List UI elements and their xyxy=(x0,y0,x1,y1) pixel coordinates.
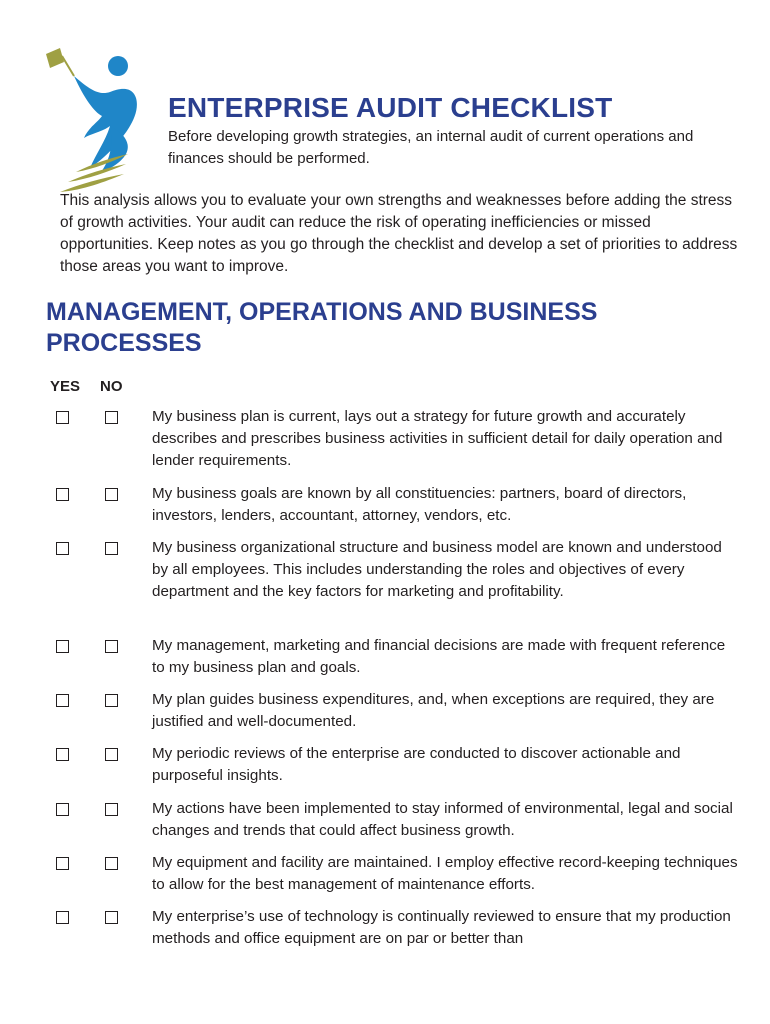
no-checkbox[interactable] xyxy=(105,640,118,653)
checklist-item-text: My enterprise’s use of technology is continually reviewed to ensure that my production methods and office equipment are on par or better than xyxy=(152,908,731,947)
yes-checkbox[interactable] xyxy=(56,748,69,761)
no-checkbox[interactable] xyxy=(105,748,118,761)
checklist-item-text: My actions have been implemented to stay informed of environmental, legal and social changes and trends that could affect business growth. xyxy=(152,800,733,839)
yes-checkbox[interactable] xyxy=(56,411,69,424)
no-checkbox[interactable] xyxy=(105,488,118,501)
no-checkbox[interactable] xyxy=(105,694,118,707)
yes-column-header: YES xyxy=(50,378,81,395)
yes-checkbox[interactable] xyxy=(56,694,69,707)
yes-checkbox[interactable] xyxy=(56,640,69,653)
checklist-item-text: My management, marketing and financial decisions are made with frequent reference to my business plan and goals. xyxy=(152,637,726,676)
page-title: ENTERPRISE AUDIT CHECKLIST xyxy=(168,92,613,123)
no-column-header: NO xyxy=(100,378,123,395)
yes-checkbox[interactable] xyxy=(56,542,69,555)
running-figure-logo-icon xyxy=(40,42,160,202)
checklist-item-text: My equipment and facility are maintained. I employ effective record-keeping techniques to allow for the best management of maintenance efforts. xyxy=(152,854,738,893)
page-subtitle: Before developing growth strategies, an internal audit of current operations and finances should be performed. xyxy=(168,128,694,167)
no-checkbox[interactable] xyxy=(105,542,118,555)
intro-paragraph: This analysis allows you to evaluate your own strengths and weaknesses before adding the stress of growth activities. Your audit can reduce the risk of operating inefficiencies or missed opportunities. Keep notes as you go through the checklist and develop a set of priorities to address those areas you want to improve. xyxy=(60,192,738,275)
company-logo xyxy=(40,42,160,202)
checklist-item-text: My business plan is current, lays out a strategy for future growth and accurately describes and prescribes business activities in sufficient detail for daily operation and lender requirements. xyxy=(152,408,723,469)
yes-checkbox[interactable] xyxy=(56,803,69,816)
section-heading: MANAGEMENT, OPERATIONS AND BUSINESS PROCESSES xyxy=(46,298,598,357)
checklist-item-text: My periodic reviews of the enterprise are conducted to discover actionable and purposeful insights. xyxy=(152,745,681,784)
checklist-item-text: My business goals are known by all constituencies: partners, board of directors, investors, lenders, accountant, attorney, vendors, etc. xyxy=(152,485,687,524)
checklist-item-text: My plan guides business expenditures, and, when exceptions are required, they are justified and well-documented. xyxy=(152,691,715,730)
no-checkbox[interactable] xyxy=(105,411,118,424)
no-checkbox[interactable] xyxy=(105,857,118,870)
no-checkbox[interactable] xyxy=(105,803,118,816)
yes-checkbox[interactable] xyxy=(56,857,69,870)
yes-checkbox[interactable] xyxy=(56,911,69,924)
no-checkbox[interactable] xyxy=(105,911,118,924)
yes-checkbox[interactable] xyxy=(56,488,69,501)
checklist-item-text: My business organizational structure and business model are known and understood by all employees. This includes understanding the roles and objectives of every department and the key factors for marketing and profitability. xyxy=(152,539,722,600)
